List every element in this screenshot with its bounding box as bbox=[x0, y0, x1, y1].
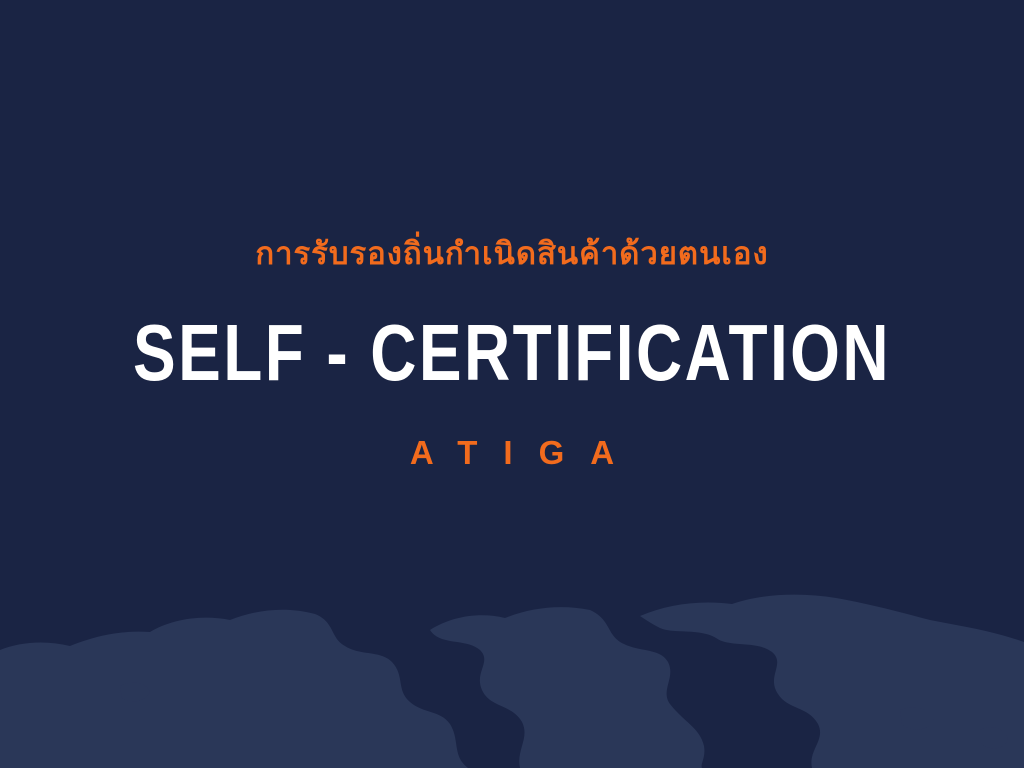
world-map-icon bbox=[0, 590, 1024, 768]
map-landmass-center bbox=[430, 607, 704, 768]
atiga-tag: ATIGA bbox=[409, 434, 641, 471]
map-landmass-west bbox=[0, 610, 468, 768]
main-title: SELF - CERTIFICATION bbox=[133, 308, 891, 397]
thai-subtitle: การรับรองถิ่นกำเนิดสินค้าด้วยตนเอง bbox=[255, 236, 769, 272]
